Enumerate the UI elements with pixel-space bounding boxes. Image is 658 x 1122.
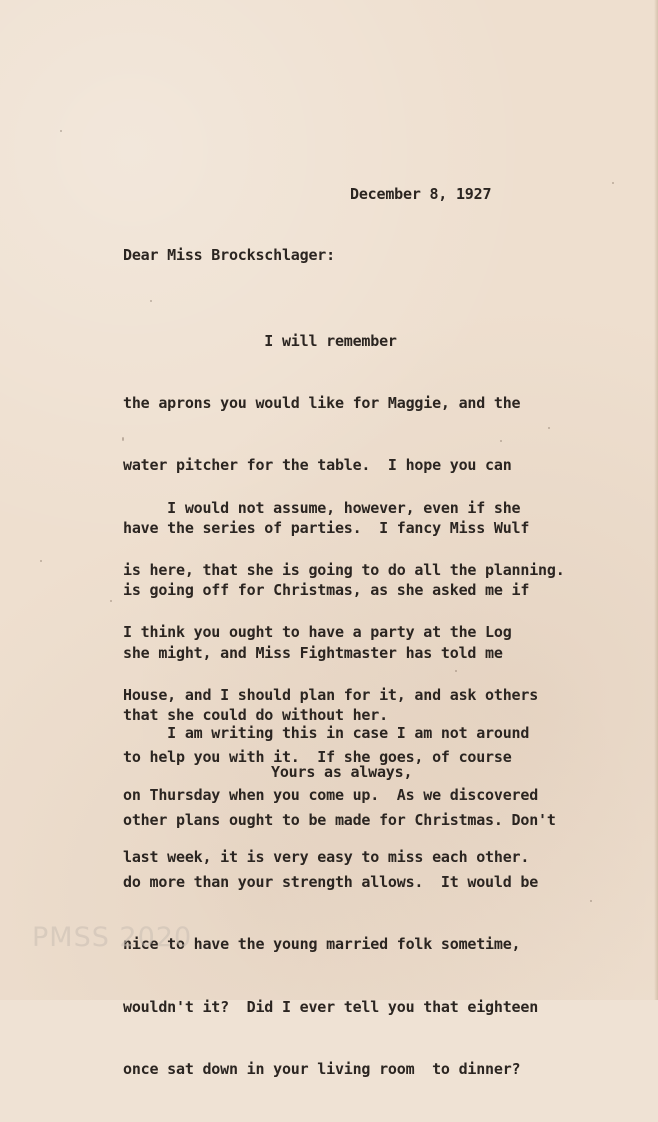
letter-paragraph-3 (123, 681, 538, 910)
letter-date: December 8, 1927 (350, 185, 492, 203)
paper-speck (110, 600, 112, 602)
paragraph-line: once sat down in your living room to dinner? (123, 1060, 521, 1079)
paper-speck (612, 182, 614, 184)
paper-edge (654, 0, 658, 1000)
paper-speck (548, 427, 550, 429)
paragraph-line: do more than your strength allows. It would be (123, 872, 539, 891)
letter-closing: Yours as always, (271, 763, 413, 781)
letter-salutation: Dear Miss Brockschlager: (123, 246, 335, 264)
paragraph-line: the aprons you would like for Maggie, and the (123, 393, 521, 412)
paper-speck (60, 130, 62, 132)
paragraph-line: I would not assume, however, even if she (123, 498, 521, 517)
paragraph-line: she might, and Miss Fightmaster has told me (123, 643, 503, 662)
paragraph-line: wouldn't it? Did I ever tell you that eighteen (123, 997, 539, 1016)
paragraph-line: is here, that she is going to do all the planning. (123, 560, 565, 579)
paragraph-line: other plans ought to be made for Christmas. Don't (123, 810, 556, 829)
paragraph-line: have the series of parties. I fancy Miss Wulf (123, 518, 530, 537)
paragraph-line: is going off for Christmas, as she asked me if (123, 581, 530, 600)
paragraph-line: House, and I should plan for it, and ask others (123, 685, 539, 704)
paragraph-line: that she could do without her. (123, 705, 388, 724)
paragraph-line: I am writing this in case I am not around (123, 723, 530, 742)
paragraph-line: last week, it is very easy to miss each other. (123, 848, 530, 867)
paragraph-line: I think you ought to have a party at the Log (123, 623, 512, 642)
paragraph-line: to help you with it. If she goes, of course (123, 748, 512, 767)
paper-speck (590, 900, 592, 902)
paragraph-line: on Thursday when you come up. As we discovered (123, 785, 539, 804)
paragraph-line: water pitcher for the table. I hope you can (123, 456, 512, 475)
paragraph-line: nice to have the young married folk sometime, (123, 935, 521, 954)
paper-speck (40, 560, 42, 562)
archive-watermark: PMSS 2020 (32, 922, 193, 953)
paragraph-line: I will remember (123, 331, 397, 350)
